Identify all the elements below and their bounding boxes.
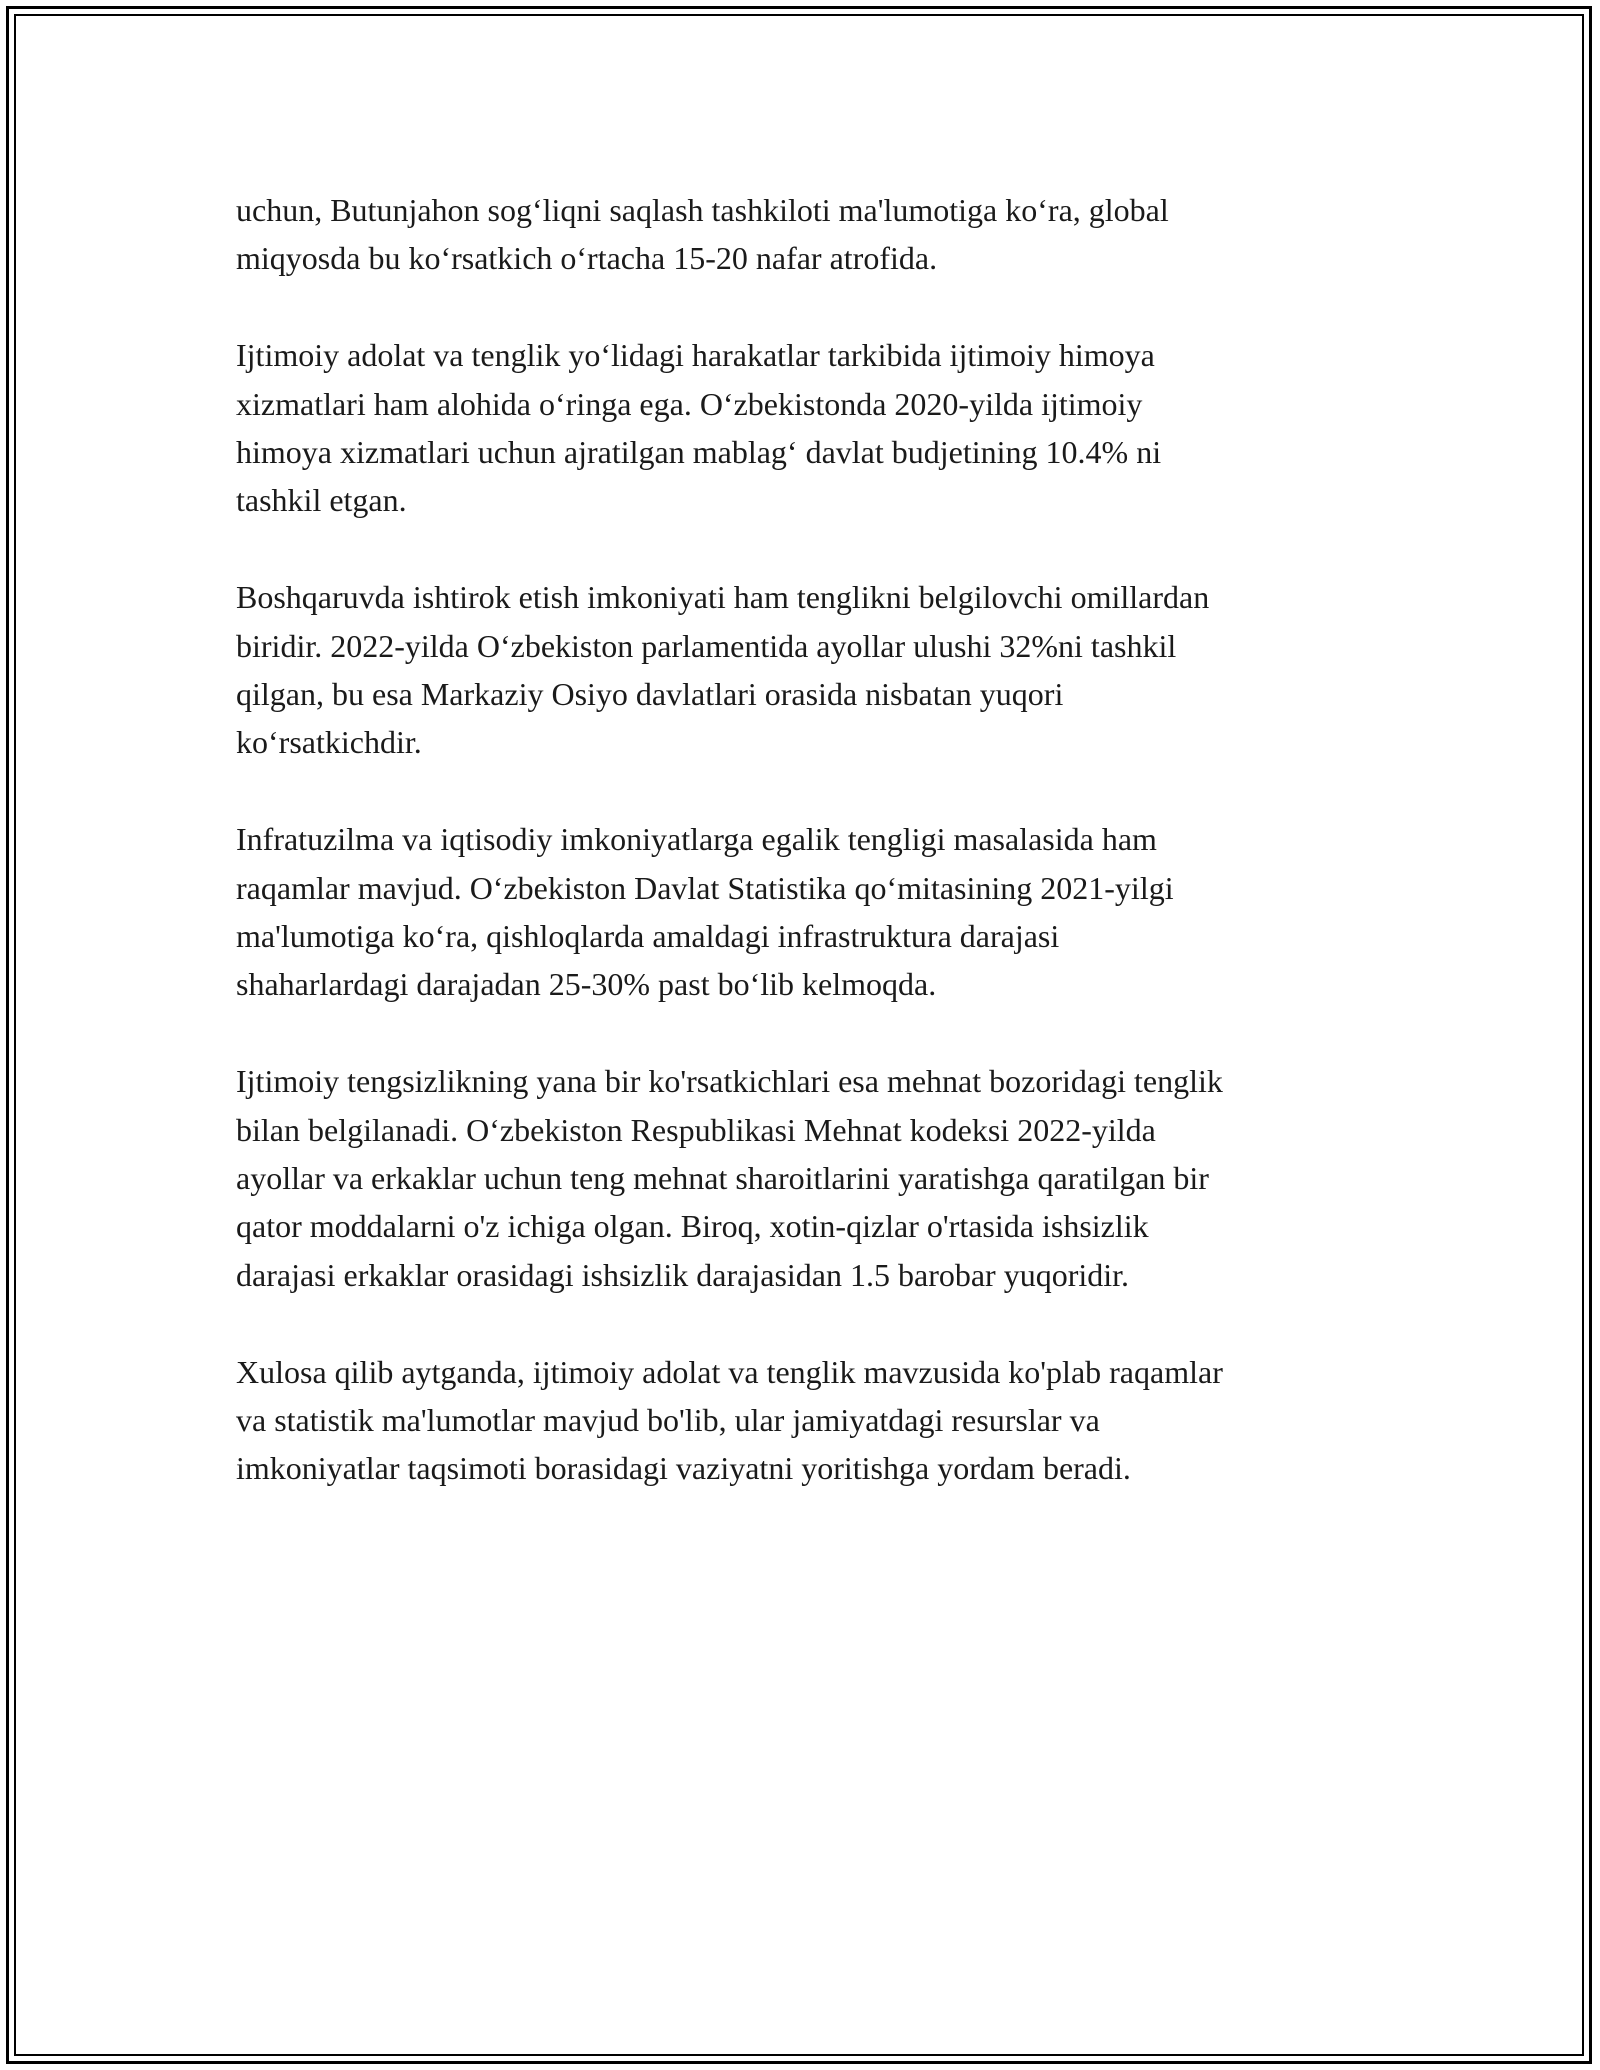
- paragraph-infrastructure: Infratuzilma va iqtisodiy imkoniyatlarga egalik tengligi masalasida ham raqamlar mavjud. O‘zbekiston Davlat Statistika qo‘mitasining 2021-yilgi ma'lumotiga ko‘ra, qishloqlarda amaldagi infrastruktura darajasi shaharlardagi darajadan 25-30% past bo‘lib kelmoqda.: [236, 821, 1174, 1003]
- paragraph-governance-participation: Boshqaruvda ishtirok etish imkoniyati ham tenglikni belgilovchi omillardan biridir. 2022-yilda O‘zbekiston parlamentida ayollar ulushi 32%ni tashkil qilgan, bu esa Markaziy Osiyo davlatlari orasida nisbatan yuqori ko‘rsatkichdir.: [236, 579, 1210, 761]
- document-body: [236, 186, 1396, 1541]
- paragraph-conclusion: Xulosa qilib aytganda, ijtimoiy adolat va tenglik mavzusida ko'plab raqamlar va statistik ma'lumotlar mavjud bo'lib, ular jamiyatdagi resurslar va imkoniyatlar taqsimoti borasidagi vaziyatni yoritishga yordam beradi.: [236, 1353, 1223, 1487]
- paragraph-social-protection: Ijtimoiy adolat va tenglik yo‘lidagi harakatlar tarkibida ijtimoiy himoya xizmatlari ham alohida o‘ringa ega. O‘zbekistonda 2020-yilda ijtimoiy himoya xizmatlari uchun ajratilgan mablag‘ davlat budjetining 10.4% ni tashkil etgan.: [236, 337, 1162, 519]
- paragraph-labor-market: Ijtimoiy tengsizlikning yana bir ko'rsatkichlari esa mehnat bozoridagi tenglik bilan belgilanadi. O‘zbekiston Respublikasi Mehnat kodeksi 2022-yilda ayollar va erkaklar uchun teng mehnat sharoitlarini yaratishga qaratilgan bir qator moddalarni o'z ichiga olgan. Biroq, xotin-qizlar o'rtasida ishsizlik darajasi erkaklar orasidagi ishsizlik darajasidan 1.5 barobar yuqoridir.: [236, 1063, 1223, 1293]
- paragraph-who-statistic: uchun, Butunjahon sog‘liqni saqlash tashkiloti ma'lumotiga ko‘ra, global miqyosda bu ko‘rsatkich o‘rtacha 15-20 nafar atrofida.: [236, 192, 1169, 277]
